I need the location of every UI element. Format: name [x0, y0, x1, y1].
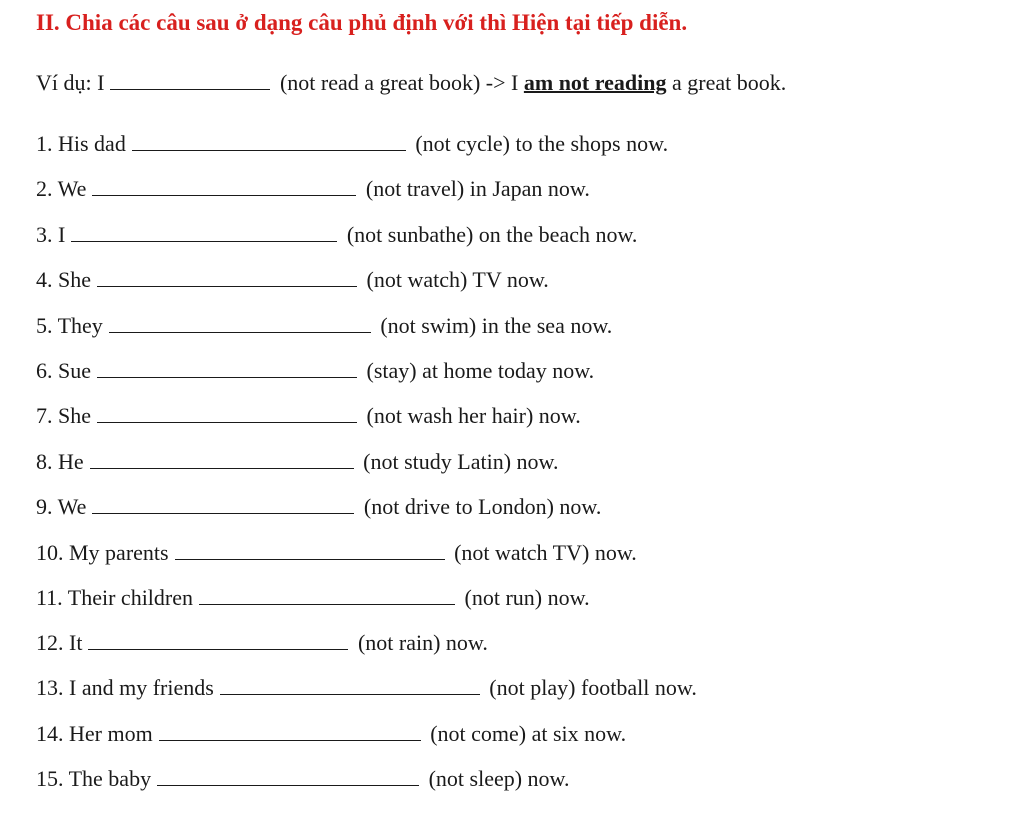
exercise-hint: (not drive to London) now. [363, 494, 602, 519]
answer-blank-11[interactable] [199, 584, 455, 605]
exercise-subject: 10. My parents [36, 540, 169, 565]
exercise-hint: (not study Latin) now. [363, 449, 559, 474]
exercise-line-9 [36, 492, 601, 522]
exercise-hint: (not play) football now. [489, 675, 697, 700]
exercise-hint: (not cycle) to the shops now. [415, 131, 669, 156]
exercise-hint: (not watch) TV now. [366, 267, 549, 292]
exercise-line-12 [36, 628, 488, 658]
answer-blank-7[interactable] [97, 402, 357, 423]
exercise-subject: 13. I and my friends [36, 675, 214, 700]
exercise-hint: (not watch TV) now. [454, 540, 637, 565]
answer-blank-1[interactable] [132, 130, 406, 151]
answer-blank-12[interactable] [88, 629, 348, 650]
exercise-line-8 [36, 447, 558, 477]
exercise-hint: (not come) at six now. [430, 721, 627, 746]
answer-blank-9[interactable] [92, 493, 354, 514]
exercise-hint: (not sunbathe) on the beach now. [346, 222, 638, 247]
exercise-heading: II. Chia các câu sau ở dạng câu phủ định với thì Hiện tại tiếp diễn. [36, 10, 688, 35]
exercise-hint: (not run) now. [464, 585, 590, 610]
exercise-line-2 [36, 174, 590, 204]
exercise-line-7 [36, 401, 581, 431]
example-blank [110, 69, 270, 90]
exercise-subject: 4. She [36, 267, 91, 292]
exercise-subject: 15. The baby [36, 766, 152, 791]
example-hint: (not read a great book) -> I [279, 70, 519, 95]
answer-blank-3[interactable] [71, 221, 337, 242]
exercise-subject: 8. He [36, 449, 84, 474]
exercise-hint: (not swim) in the sea now. [380, 313, 613, 338]
example-answer: am not reading [523, 70, 667, 95]
answer-blank-15[interactable] [157, 765, 419, 786]
example-prefix: Ví dụ: I [36, 70, 105, 95]
answer-blank-6[interactable] [97, 357, 357, 378]
exercise-line-5 [36, 311, 612, 341]
exercise-hint: (not rain) now. [357, 630, 488, 655]
exercise-subject: 7. She [36, 403, 91, 428]
exercise-subject: 1. His dad [36, 131, 126, 156]
answer-blank-8[interactable] [90, 448, 354, 469]
exercise-line-6 [36, 356, 594, 386]
exercise-line-3 [36, 220, 637, 250]
exercise-line-11 [36, 583, 590, 613]
exercise-hint: (not sleep) now. [428, 766, 570, 791]
exercise-subject: 11. Their children [36, 585, 194, 610]
exercise-line-13 [36, 673, 697, 703]
example-suffix: a great book. [671, 70, 787, 95]
exercise-hint: (not wash her hair) now. [366, 403, 581, 428]
exercise-hint: (stay) at home today now. [366, 358, 595, 383]
exercise-line-10 [36, 538, 637, 568]
answer-blank-5[interactable] [109, 312, 371, 333]
exercise-hint: (not travel) in Japan now. [365, 176, 590, 201]
exercise-subject: 6. Sue [36, 358, 91, 383]
answer-blank-10[interactable] [175, 539, 445, 560]
exercise-line-14 [36, 719, 626, 749]
exercise-line-15 [36, 764, 570, 794]
answer-blank-13[interactable] [220, 674, 480, 695]
exercise-line-1 [36, 129, 668, 159]
exercise-subject: 2. We [36, 176, 87, 201]
exercise-subject: 3. I [36, 222, 66, 247]
example-sentence [36, 68, 786, 98]
answer-blank-14[interactable] [159, 720, 421, 741]
exercise-subject: 12. It [36, 630, 83, 655]
exercise-line-4 [36, 265, 549, 295]
answer-blank-4[interactable] [97, 266, 357, 287]
exercise-subject: 5. They [36, 313, 103, 338]
exercise-subject: 9. We [36, 494, 87, 519]
exercise-subject: 14. Her mom [36, 721, 153, 746]
answer-blank-2[interactable] [92, 175, 356, 196]
